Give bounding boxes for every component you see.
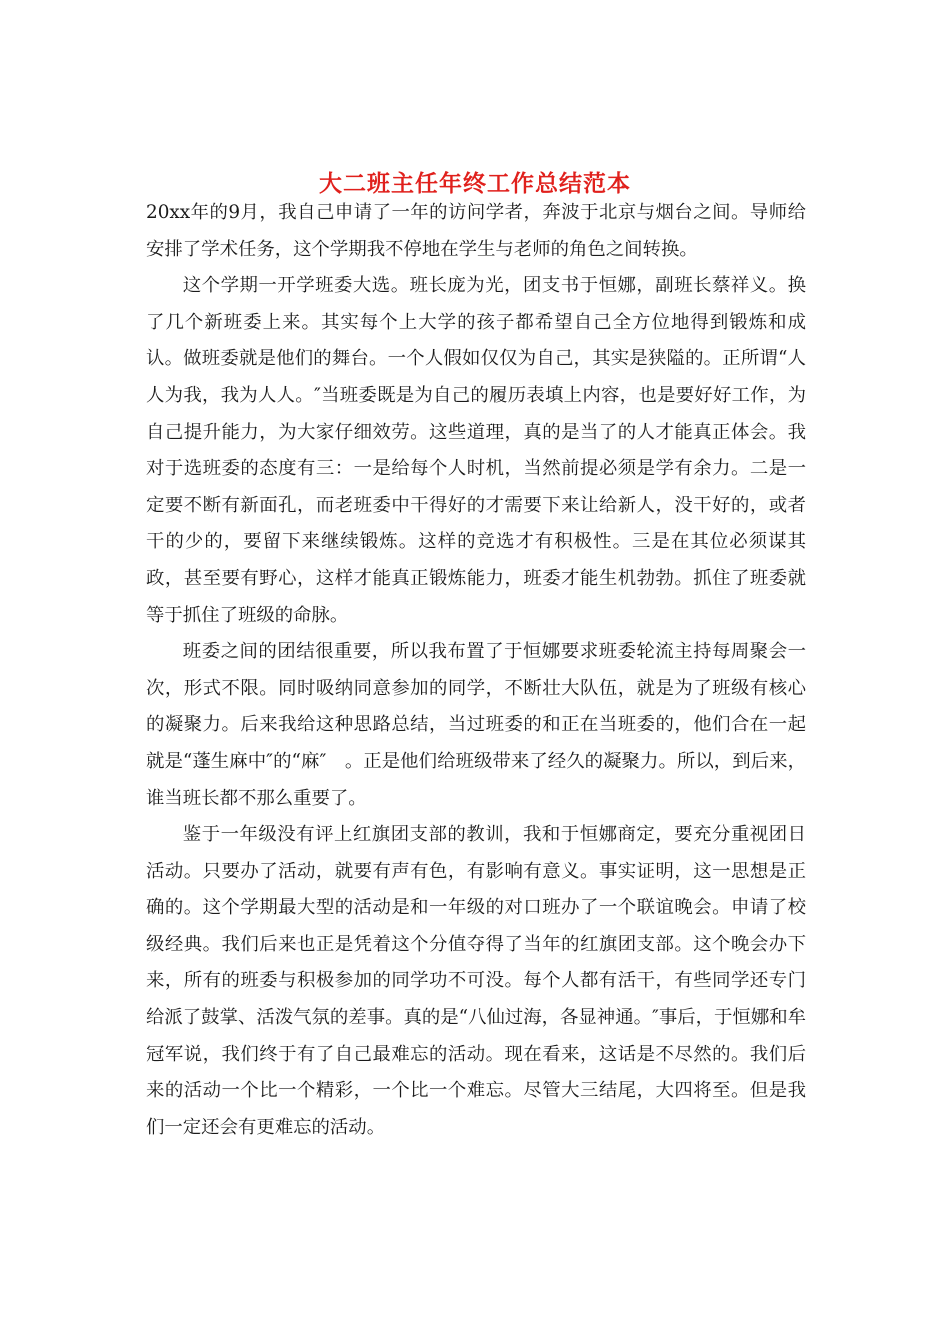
paragraph-committee-unity: 班委之间的团结很重要，所以我布置了于恒娜要求班委轮流主持每周聚会一次，形式不限。同时吸纳同意参加的同学，不断壮大队伍，就是为了班级有核心的凝聚力。后来我给这种思路总结，当过班委的和正在当班委的，他们合在一起就是“蓬生麻中″的“麻″ 。正是他们给班级带来了经久的凝聚力。所以，到后来，谁当班长都不那么重要了。 xyxy=(146,641,806,809)
paragraph-league-activities: 鉴于一年级没有评上红旗团支部的教训，我和于恒娜商定，要充分重视团日活动。只要办了活动，就要有声有色，有影响有意义。事实证明，这一思想是正确的。这个学期最大型的活动是和一年级的对口班办了一个联谊晚会。申请了校级经典。我们后来也正是凭着这个分值夺得了当年的红旗团支部。这个晚会办下来，所有的班委与积极参加的同学功不可没。每个人都有活干，有些同学还专门给派了鼓掌、活泼气氛的差事。真的是“八仙过海，各显神通。″事后，于恒娜和牟冠军说，我们终于有了自己最难忘的活动。现在看来，这话是不尽然的。我们后来的活动一个比一个精彩，一个比一个难忘。尽管大三结尾，大四将至。但是我们一定还会有更难忘的活动。 xyxy=(146,824,806,1138)
paragraph-class-committee-election: 这个学期一开学班委大选。班长庞为光，团支书于恒娜，副班长蔡祥义。换了几个新班委上来。其实每个上大学的孩子都希望自己全方位地得到锻炼和成认。做班委就是他们的舞台。一个人假如仅仅为自己，其实是狭隘的。正所谓“人人为我，我为人人。″当班委既是为自己的履历表填上内容，也是要好好工作，为自己提升能力，为大家仔细效劳。这些道理，真的是当了的人才能真正体会。我对于选班委的态度有三：一是给每个人时机，当然前提必须是学有余力。二是一定要不断有新面孔，而老班委中干得好的才需要下来让给新人，没干好的，或者干的少的，要留下来继续锻炼。这样的竞选才有积极性。三是在其位必须谋其政，甚至要有野心，这样才能真正锻炼能力，班委才能生机勃勃。抓住了班委就等于抓住了班级的命脉。 xyxy=(146,275,806,626)
paragraph-intro: 20xx年的9月，我自己申请了一年的访问学者，奔波于北京与烟台之间。导师给安排了学术任务，这个学期我不停地在学生与老师的角色之间转换。 xyxy=(146,202,806,260)
document-title: 大二班主任年终工作总结范本 xyxy=(319,170,631,198)
document-body xyxy=(146,195,806,1146)
